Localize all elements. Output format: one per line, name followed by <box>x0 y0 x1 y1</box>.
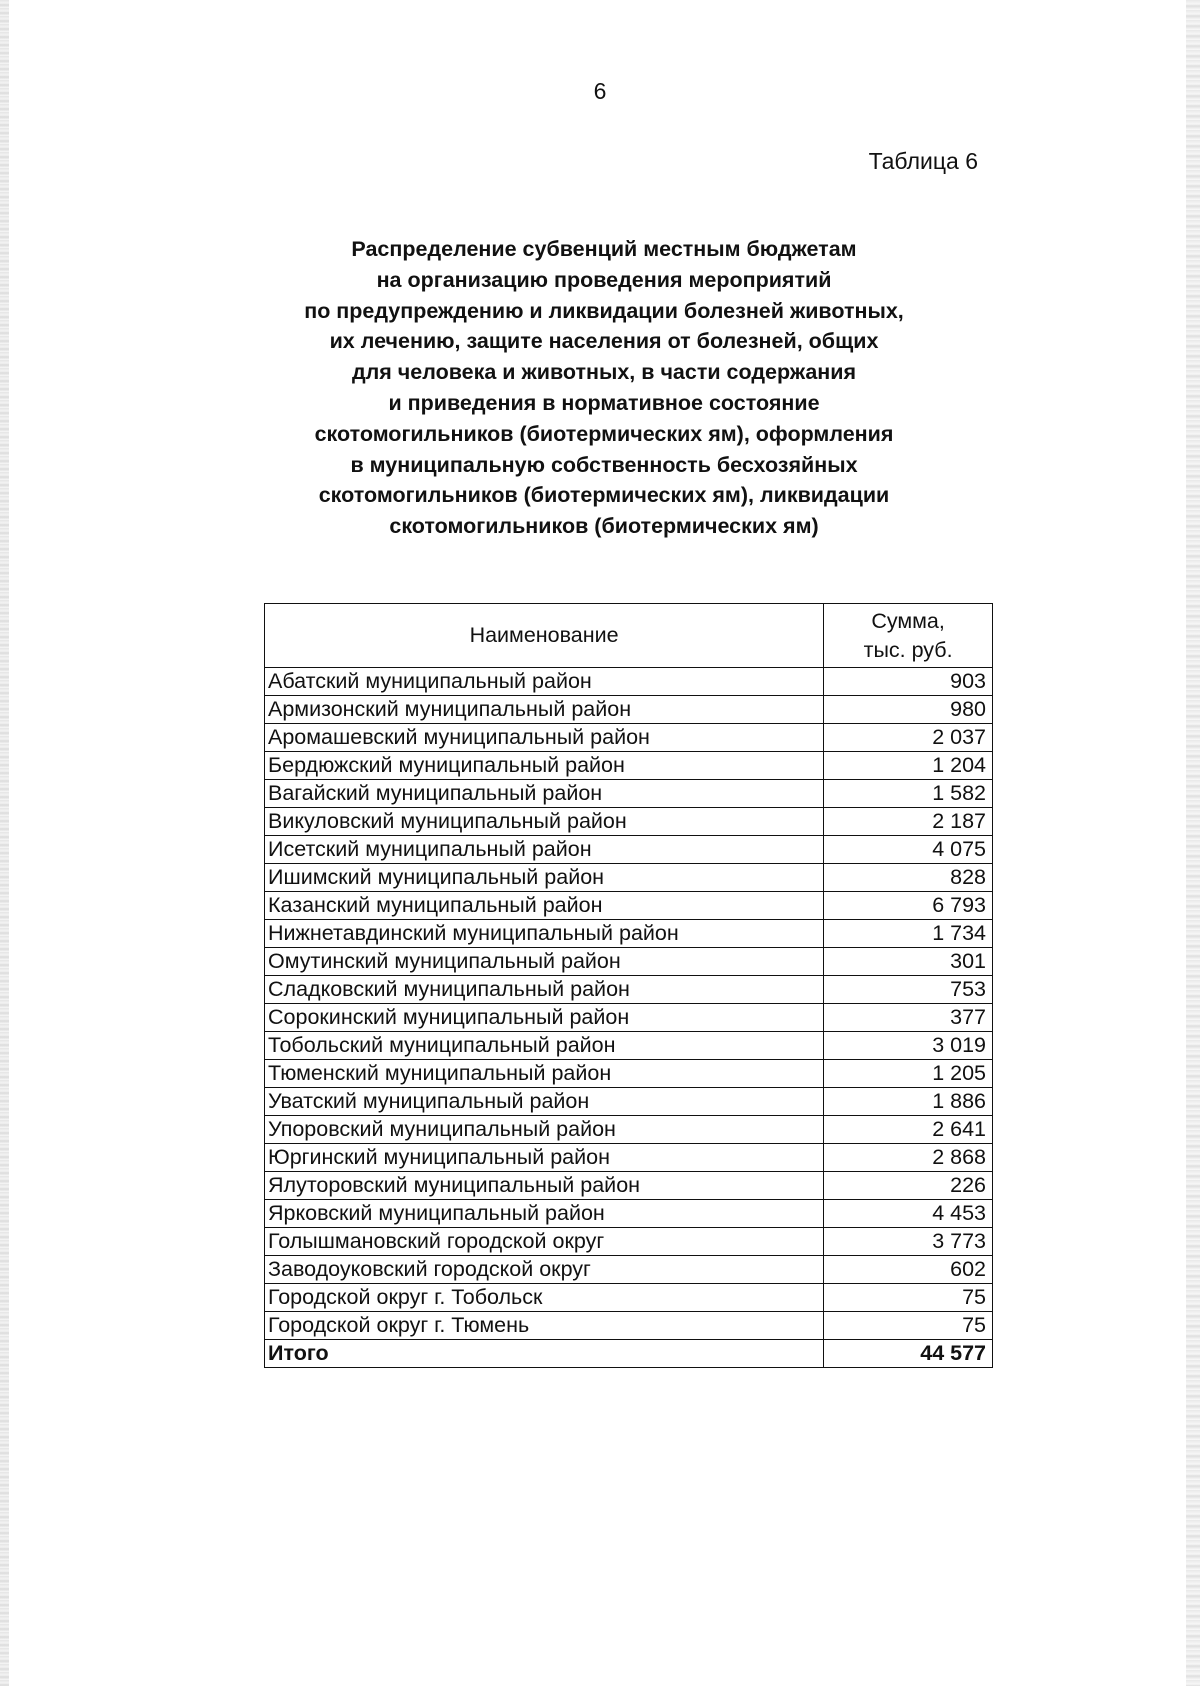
row-sum-cell: 980 <box>824 696 993 724</box>
row-sum-cell: 226 <box>824 1172 993 1200</box>
table-row <box>265 1144 993 1172</box>
title-line: Распределение субвенций местным бюджетам <box>351 237 857 261</box>
row-sum-cell: 377 <box>824 1004 993 1032</box>
title-line: скотомогильников (биотермических ям), оформления <box>314 421 894 446</box>
subsidy-distribution-table <box>264 603 993 1368</box>
row-sum-cell: 75 <box>824 1284 993 1312</box>
row-sum-cell: 4 075 <box>824 836 993 864</box>
title-line: скотомогильников (биотермических ям), ликвидации <box>318 483 890 508</box>
row-sum-cell: 903 <box>824 668 993 696</box>
row-name-cell: Ишимский муниципальный район <box>265 864 824 892</box>
title-line: для человека и животных, в части содержания <box>351 360 857 385</box>
row-sum-cell: 1 886 <box>824 1088 993 1116</box>
table-row <box>265 808 993 836</box>
row-name-cell: Нижнетавдинский муниципальный район <box>265 920 824 948</box>
row-sum-cell: 75 <box>824 1312 993 1340</box>
row-name-cell: Омутинский муниципальный район <box>265 948 824 976</box>
title-line: в муниципальную собственность бесхозяйных <box>350 452 858 477</box>
row-sum-cell: 1 205 <box>824 1060 993 1088</box>
table-row <box>265 948 993 976</box>
table-row <box>265 892 993 920</box>
row-name-cell: Сорокинский муниципальный район <box>265 1004 824 1032</box>
total-row <box>265 1340 993 1368</box>
table-label: Таблица 6 <box>868 148 978 174</box>
row-name-cell: Тобольский муниципальный район <box>265 1032 824 1060</box>
table-row <box>265 864 993 892</box>
row-sum-cell: 2 868 <box>824 1144 993 1172</box>
row-name-cell: Упоровский муниципальный район <box>265 1116 824 1144</box>
title-line: и приведения в нормативное состояние <box>388 390 820 415</box>
table-row <box>265 1312 993 1340</box>
page-number: 6 <box>593 78 607 104</box>
row-name-cell: Городской округ г. Тюмень <box>265 1312 824 1340</box>
table-row <box>265 1172 993 1200</box>
title-line: на организацию проведения мероприятий <box>376 267 832 292</box>
row-name-cell: Тюменский муниципальный район <box>265 1060 824 1088</box>
table-row <box>265 1200 993 1228</box>
row-name-cell: Армизонский муниципальный район <box>265 696 824 724</box>
total-label-cell: Итого <box>265 1340 824 1368</box>
title-line: их лечению, защите населения от болезней, общих <box>329 329 879 354</box>
table-row <box>265 1256 993 1284</box>
row-name-cell: Вагайский муниципальный район <box>265 780 824 808</box>
row-sum-cell: 3 019 <box>824 1032 993 1060</box>
table-row <box>265 836 993 864</box>
table-row <box>265 1284 993 1312</box>
table-header-row <box>265 604 993 668</box>
table-row <box>265 1004 993 1032</box>
row-name-cell: Юргинский муниципальный район <box>265 1144 824 1172</box>
table-body <box>265 668 993 1368</box>
row-sum-cell: 301 <box>824 948 993 976</box>
row-name-cell: Сладковский муниципальный район <box>265 976 824 1004</box>
row-name-cell: Ялуторовский муниципальный район <box>265 1172 824 1200</box>
table-row <box>265 1116 993 1144</box>
table-row <box>265 1228 993 1256</box>
document-title <box>240 234 968 542</box>
total-sum-cell: 44 577 <box>824 1340 993 1368</box>
row-sum-cell: 1 582 <box>824 780 993 808</box>
row-name-cell: Ярковский муниципальный район <box>265 1200 824 1228</box>
row-name-cell: Аромашевский муниципальный район <box>265 724 824 752</box>
row-sum-cell: 602 <box>824 1256 993 1284</box>
row-sum-cell: 2 641 <box>824 1116 993 1144</box>
table-row <box>265 696 993 724</box>
title-line: по предупреждению и ликвидации болезней животных, <box>304 298 904 323</box>
row-name-cell: Абатский муниципальный район <box>265 668 824 696</box>
table-row <box>265 1088 993 1116</box>
row-sum-cell: 3 773 <box>824 1228 993 1256</box>
scan-edge-left <box>0 0 9 1686</box>
row-name-cell: Городской округ г. Тобольск <box>265 1284 824 1312</box>
row-sum-cell: 2 187 <box>824 808 993 836</box>
table-row <box>265 1060 993 1088</box>
row-name-cell: Казанский муниципальный район <box>265 892 824 920</box>
table-row <box>265 920 993 948</box>
row-sum-cell: 6 793 <box>824 892 993 920</box>
table-row <box>265 752 993 780</box>
row-sum-cell: 828 <box>824 864 993 892</box>
column-header-name: Наименование <box>265 604 824 668</box>
row-name-cell: Голышмановский городской округ <box>265 1228 824 1256</box>
row-name-cell: Бердюжский муниципальный район <box>265 752 824 780</box>
row-sum-cell: 1 734 <box>824 920 993 948</box>
row-sum-cell: 4 453 <box>824 1200 993 1228</box>
row-name-cell: Викуловский муниципальный район <box>265 808 824 836</box>
table-row <box>265 780 993 808</box>
row-name-cell: Заводоуковский городской округ <box>265 1256 824 1284</box>
row-sum-cell: 1 204 <box>824 752 993 780</box>
table-row <box>265 724 993 752</box>
column-header-sum-line1: Сумма, <box>871 608 945 633</box>
column-header-sum-line2: тыс. руб. <box>863 637 953 662</box>
scan-edge-right <box>1186 0 1200 1686</box>
table-row <box>265 976 993 1004</box>
column-header-sum <box>824 604 993 668</box>
table-row <box>265 1032 993 1060</box>
row-name-cell: Исетский муниципальный район <box>265 836 824 864</box>
row-sum-cell: 2 037 <box>824 724 993 752</box>
row-sum-cell: 753 <box>824 976 993 1004</box>
table-row <box>265 668 993 696</box>
row-name-cell: Уватский муниципальный район <box>265 1088 824 1116</box>
title-line: скотомогильников (биотермических ям) <box>389 514 819 539</box>
